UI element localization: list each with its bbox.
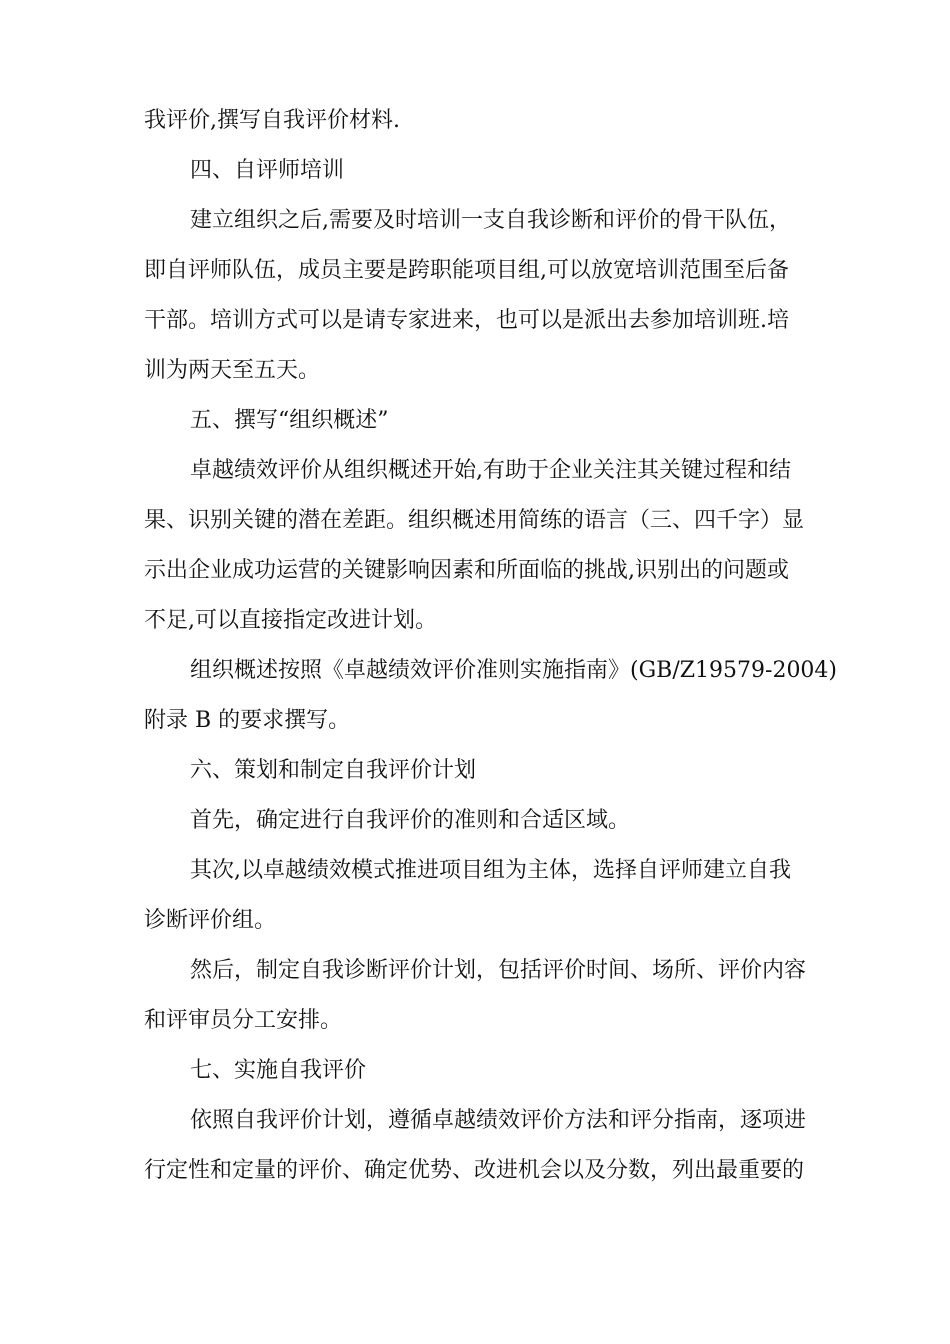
paragraph-line: 建立组织之后,需要及时培训一支自我诊断和评价的骨干队伍， [190,208,791,233]
paragraph-line: 首先，确定进行自我评价的准则和合适区域。 [190,808,631,833]
paragraph-line: 附录 B 的要求撰写。 [144,708,351,733]
paragraph-line: 其次,以卓越绩效模式推进项目组为主体，选择自评师建立自我 [190,858,791,883]
section-heading-4: 四、自评师培训 [190,158,345,183]
paragraph-line: 然后，制定自我诊断评价计划，包括评价时间、场所、评价内容 [190,958,807,983]
section-heading-7: 七、实施自我评价 [190,1058,367,1083]
paragraph-line: 示出企业成功运营的关键影响因素和所面临的挑战,识别出的问题或 [144,558,789,583]
section-heading-6: 六、策划和制定自我评价计划 [190,758,477,783]
paragraph-line: 依照自我评价计划，遵循卓越绩效评价方法和评分指南，逐项进 [190,1108,807,1133]
paragraph-line: 和评审员分工安排。 [144,1008,343,1033]
paragraph-line: 果、识别关键的潜在差距。组织概述用简练的语言（三、四千字）显 [144,508,805,533]
paragraph-line: 行定性和定量的评价、确定优势、改进机会以及分数，列出最重要的 [144,1158,805,1183]
paragraph-line: 组织概述按照《卓越绩效评价准则实施指南》(GB/Z19579-2004) [190,658,838,683]
paragraph-line: 训为两天至五天。 [144,358,321,383]
section-heading-5: 五、撰写“组织概述” [190,408,389,433]
paragraph-line: 我评价,撰写自我评价材料. [144,108,400,133]
paragraph-line: 干部。培训方式可以是请专家进来，也可以是派出去参加培训班.培 [144,308,789,333]
paragraph-line: 诊断评价组。 [144,908,277,933]
paragraph-line: 即自评师队伍，成员主要是跨职能项目组,可以放宽培训范围至后备 [144,258,789,283]
paragraph-line: 卓越绩效评价从组织概述开始,有助于企业关注其关键过程和结 [190,458,791,483]
paragraph-line: 不足,可以直接指定改进计划。 [144,608,437,633]
